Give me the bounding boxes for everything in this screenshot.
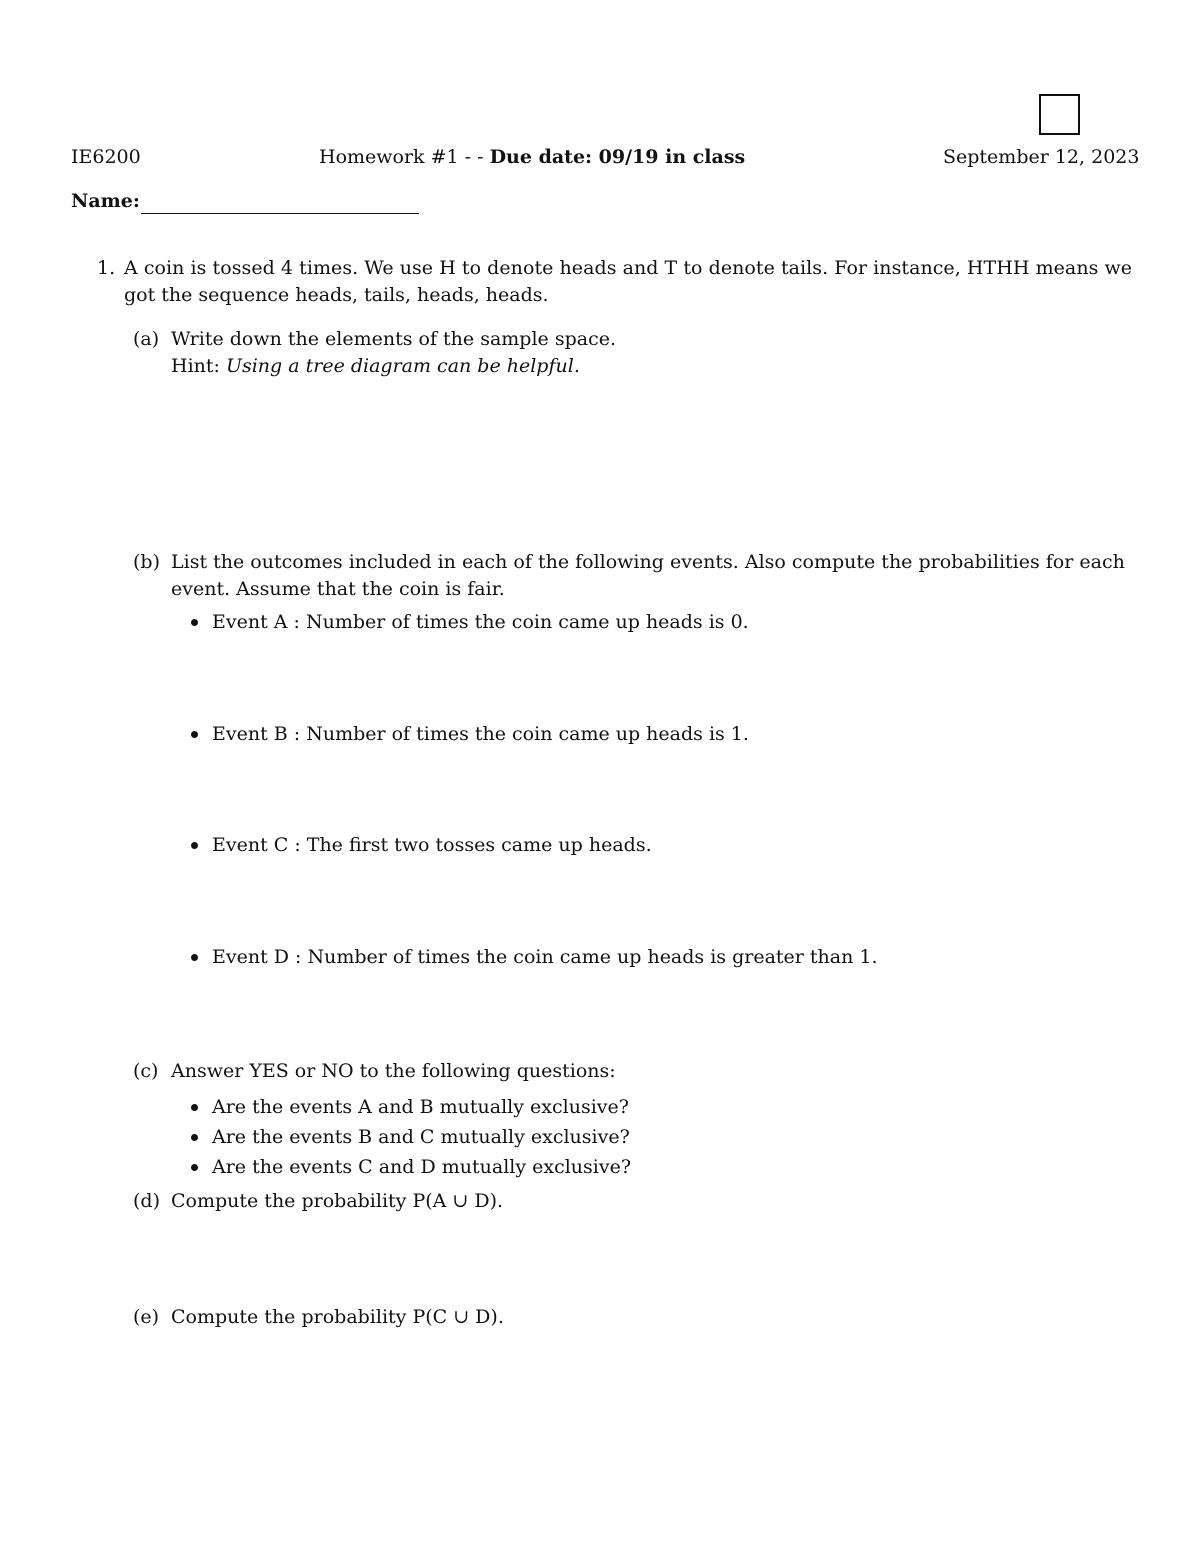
question-c2: Are the events B and C mutually exclusive? [212, 1126, 630, 1148]
part-b-label: (b) [133, 551, 160, 573]
bullet-icon [191, 842, 198, 849]
part-b-line2: event. Assume that the coin is fair. [171, 578, 505, 600]
event-c: Event C : The first two tosses came up heads. [212, 834, 652, 856]
name-label: Name: [71, 190, 140, 212]
part-a-label: (a) [133, 328, 160, 350]
question-text-line2: got the sequence heads, tails, heads, heads. [124, 284, 549, 306]
bullet-icon [191, 1104, 198, 1111]
part-a-text: Write down the elements of the sample space. [171, 328, 616, 350]
question-text-line1: A coin is tossed 4 times. We use H to denote heads and T to denote tails. For instance, HTHH means we [124, 257, 1133, 279]
hint-text: Using a tree diagram can be helpful. [225, 355, 580, 377]
event-b: Event B : Number of times the coin came up heads is 1. [212, 723, 749, 745]
part-e-label: (e) [133, 1306, 160, 1328]
question-c3: Are the events C and D mutually exclusive? [212, 1156, 632, 1178]
part-d-label: (d) [133, 1190, 160, 1212]
homework-title-prefix: Homework #1 - - [319, 146, 490, 168]
question-c1: Are the events A and B mutually exclusive? [212, 1096, 629, 1118]
course-code: IE6200 [71, 146, 141, 168]
grade-box [1039, 94, 1080, 135]
bullet-icon [191, 731, 198, 738]
bullet-icon [191, 954, 198, 961]
homework-title [319, 148, 745, 167]
bullet-icon [191, 1164, 198, 1171]
hint-label: Hint: [171, 355, 220, 377]
question-number: 1. [97, 257, 116, 279]
due-date: Due date: 09/19 in class [489, 146, 746, 168]
part-a-hint [171, 357, 580, 376]
part-e-text: Compute the probability P(C ∪ D). [171, 1306, 504, 1328]
part-c-text: Answer YES or NO to the following questions: [171, 1060, 616, 1082]
event-d: Event D : Number of times the coin came up heads is greater than 1. [212, 946, 878, 968]
name-blank-line[interactable] [141, 213, 419, 214]
part-b-line1: List the outcomes included in each of the following events. Also compute the probabilities for each [171, 551, 1125, 573]
header-date: September 12, 2023 [943, 146, 1140, 168]
bullet-icon [191, 619, 198, 626]
event-a: Event A : Number of times the coin came up heads is 0. [212, 611, 749, 633]
part-d-text: Compute the probability P(A ∪ D). [171, 1190, 504, 1212]
bullet-icon [191, 1134, 198, 1141]
part-c-label: (c) [133, 1060, 159, 1082]
